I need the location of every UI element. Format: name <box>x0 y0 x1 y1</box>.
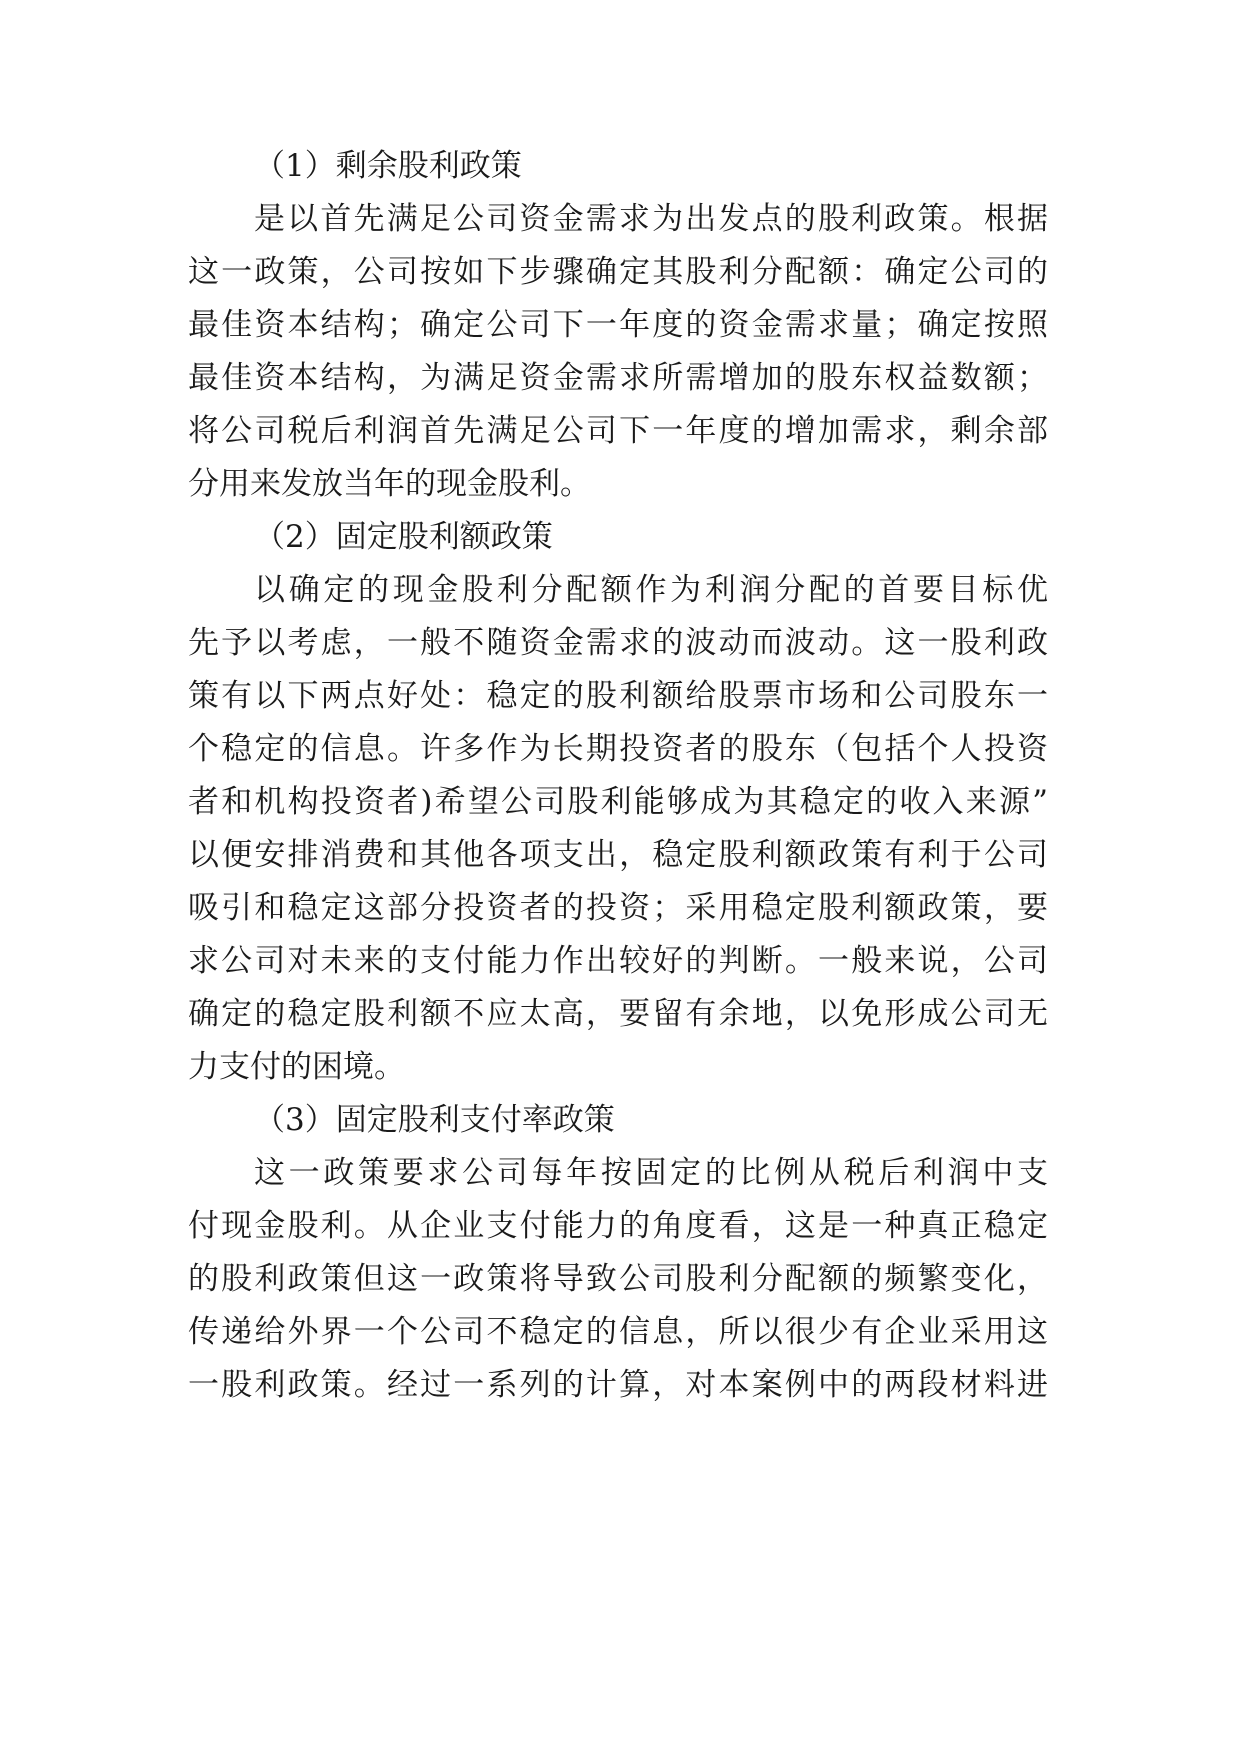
paragraph-line: 将公司税后利润首先满足公司下一年度的增加需求，剩余部 <box>188 413 1048 449</box>
section-heading-3: （3）固定股利支付率政策 <box>254 1102 615 1138</box>
paragraph-line: 力支付的困境。 <box>188 1049 405 1085</box>
paragraph-line: 付现金股利。从企业支付能力的角度看，这是一种真正稳定 <box>188 1208 1048 1244</box>
paragraph-line: 一股利政策。经过一系列的计算，对本案例中的两段材料进 <box>188 1367 1048 1403</box>
paragraph-line: 传递给外界一个公司不稳定的信息，所以很少有企业采用这 <box>188 1314 1048 1350</box>
paragraph-line: 是以首先满足公司资金需求为出发点的股利政策。根据 <box>254 201 1048 237</box>
paragraph-line: 个稳定的信息。许多作为长期投资者的股东（包括个人投资 <box>188 731 1048 767</box>
paragraph-line: 求公司对未来的支付能力作出较好的判断。一般来说，公司 <box>188 943 1048 979</box>
paragraph-line: 以便安排消费和其他各项支出，稳定股利额政策有利于公司 <box>188 837 1048 873</box>
paragraph-line: 以确定的现金股利分配额作为利润分配的首要目标优 <box>254 572 1048 608</box>
paragraph-line: 最佳资本结构，为满足资金需求所需增加的股东权益数额； <box>188 360 1048 396</box>
paragraph-line: 先予以考虑，一般不随资金需求的波动而波动。这一股利政 <box>188 625 1048 661</box>
paragraph-line: 吸引和稳定这部分投资者的投资；采用稳定股利额政策，要 <box>188 890 1048 926</box>
paragraph-line: 这一政策要求公司每年按固定的比例从税后利润中支 <box>254 1155 1048 1191</box>
section-heading-2: （2）固定股利额政策 <box>254 519 553 555</box>
paragraph-line: 的股利政策但这一政策将导致公司股利分配额的频繁变化， <box>188 1261 1048 1297</box>
paragraph-line: 策有以下两点好处：稳定的股利额给股票市场和公司股东一 <box>188 678 1048 714</box>
section-heading-1: （1）剩余股利政策 <box>254 148 522 184</box>
paragraph-line: 这一政策，公司按如下步骤确定其股利分配额：确定公司的 <box>188 254 1048 290</box>
paragraph-line: 最佳资本结构；确定公司下一年度的资金需求量；确定按照 <box>188 307 1048 343</box>
paragraph-line: 分用来发放当年的现金股利。 <box>188 466 591 502</box>
paragraph-line: 者和机构投资者)希望公司股利能够成为其稳定的收入来源” <box>188 784 1048 820</box>
paragraph-line: 确定的稳定股利额不应太高，要留有余地，以免形成公司无 <box>188 996 1048 1032</box>
